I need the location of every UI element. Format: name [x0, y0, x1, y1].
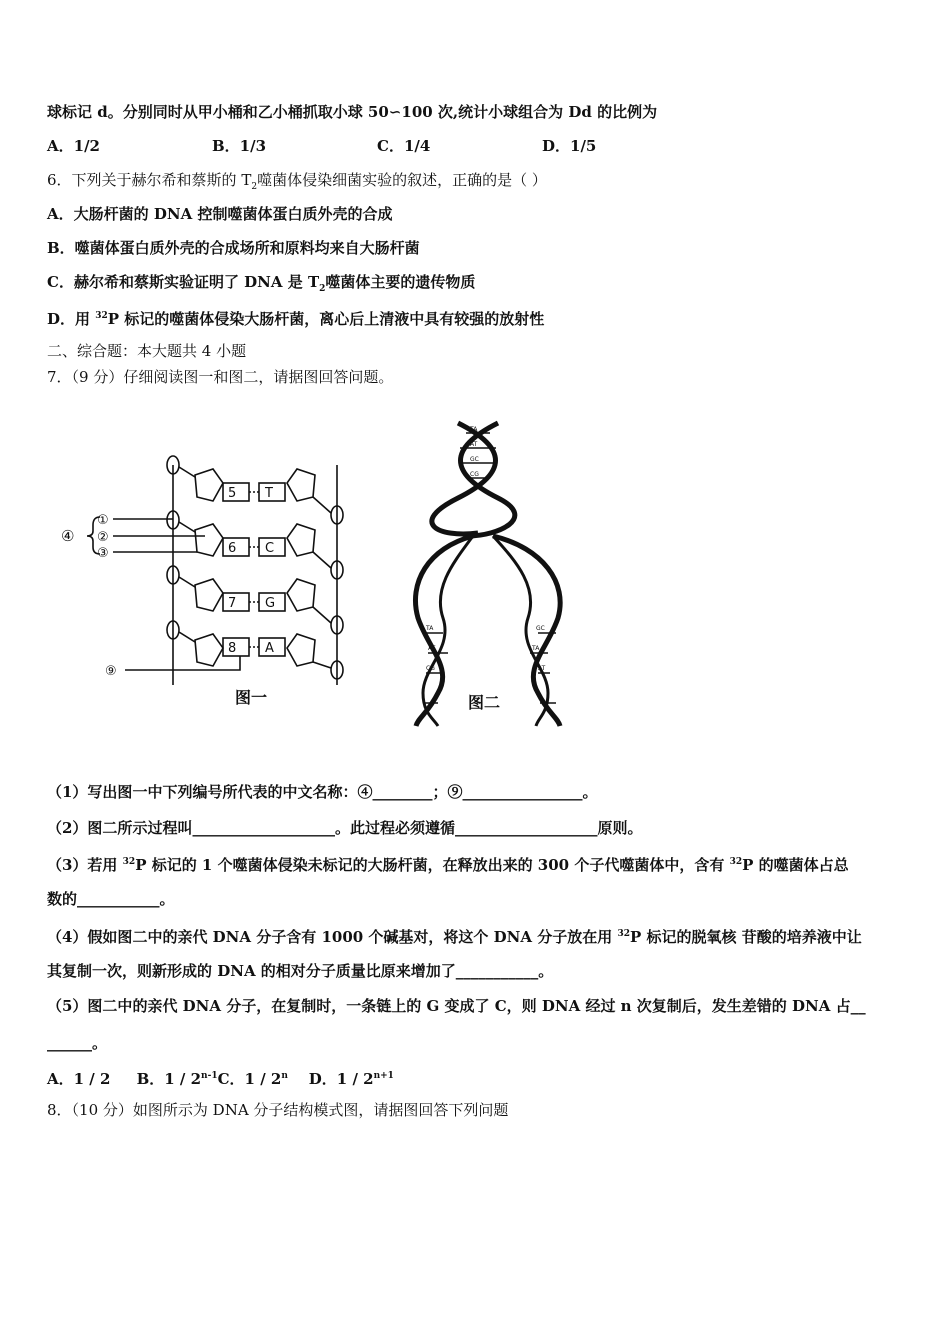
q5-options	[47, 136, 596, 156]
fig1-label-9: ⑨	[105, 664, 117, 679]
q6-option-a: A．大肠杆菌的 DNA 控制噬菌体蛋白质外壳的合成	[47, 205, 393, 223]
q7-option-c: C．1 / 2$^n$	[217, 1070, 288, 1088]
fig2-pair-label: CG	[470, 471, 479, 478]
q7-part-4: （4）假如图二中的亲代 DNA 分子含有 1000 个碱基对，将这个 DNA 分子放在用 $^{32}$P 标记的脱氧核 苷酸的培养液中让	[47, 928, 862, 946]
fig1-caption: 图一	[235, 688, 268, 707]
q7-part-1: （1）写出图一中下列编号所代表的中文名称：④________；⑨________________。	[47, 783, 598, 801]
q7-stem: 7．（9 分）仔细阅读图一和图二，请据图回答问题。	[47, 368, 394, 386]
fig1-number-7: 7	[228, 596, 237, 611]
q7-part-4-cont: 其复制一次，则新形成的 DNA 的相对分子质量比原来增加了___________。	[47, 962, 554, 980]
fig2-pair-label: TA	[470, 426, 478, 433]
q7-part-5-options	[47, 1066, 394, 1089]
q6-option-c: C．赫尔希和蔡斯实验证明了 DNA 是 $T_2$噬菌体主要的遗传物质	[47, 273, 476, 294]
q5-option-d: D．1/5	[542, 137, 597, 155]
q7-part-5: （5）图二中的亲代 DNA 分子，在复制时，一条链上的 G 变成了 C，则 DNA 经过 n 次复制后，发生差错的 DNA 占__	[47, 997, 866, 1015]
q5-stem-tail: 球标记 d。分别同时从甲小桶和乙小桶抓取小球 50∽100 次,统计小球组合为 Dd 的比例为	[47, 103, 658, 121]
q8-stem: 8．（10 分）如图所示为 DNA 分子结构模式图，请据图回答下列问题	[47, 1101, 509, 1119]
fig2-pair-label: TA	[532, 645, 540, 652]
fig1-base-c: C	[265, 541, 275, 556]
q5-option-c: C．1/4	[377, 137, 431, 155]
fig1-label-4: ④	[61, 527, 75, 545]
fig2-pair-label: GC	[536, 625, 545, 632]
q7-part-3: （3）若用 $^{32}$P 标记的 1 个噬菌体侵染未标记的大肠杆菌，在释放出来的 300 个子代噬菌体中，含有 $^{32}$P 的噬菌体占总	[47, 856, 849, 874]
fig2-pair-label: CG	[426, 665, 435, 672]
fig2-pair-label: TA	[426, 625, 434, 632]
fig2-pair-label: AT	[470, 441, 478, 448]
fig2-pair-label: AT	[538, 665, 546, 672]
fig2-caption: 图二	[468, 693, 501, 712]
q7-part-2: （2）图二所示过程叫___________________。此过程必须遵循___________________原则。	[47, 819, 643, 837]
q7-option-d: D．$1 / 2^{n+1}$	[308, 1070, 394, 1088]
figure-2-dna-replication	[398, 418, 583, 730]
q5-option-b: B．1/3	[212, 137, 267, 155]
q7-option-a: A．1 / 2	[47, 1070, 111, 1088]
fig1-base-g: G	[265, 596, 276, 611]
figure-1-dna-structure	[55, 445, 355, 715]
section-heading: 二、综合题：本大题共 4 小题	[47, 342, 247, 360]
fig2-pair-label: GC	[470, 456, 479, 463]
q6-option-b: B．噬菌体蛋白质外壳的合成场所和原料均来自大肠杆菌	[47, 239, 420, 257]
q6-stem: 6．下列关于赫尔希和蔡斯的 $T_2$噬菌体侵染细菌实验的叙述，正确的是（ ）	[47, 171, 547, 192]
fig1-number-6: 6	[228, 541, 237, 556]
fig1-number-5: 5	[228, 486, 237, 501]
fig1-number-8: 8	[228, 641, 237, 656]
fig1-label-3: ③	[97, 546, 109, 561]
q6-option-d: D．用 $^{32}$P 标记的噬菌体侵染大肠杆菌，离心后上清液中具有较强的放射性	[47, 310, 545, 328]
q5-option-a: A．1/2	[47, 137, 100, 155]
q7-part-5-cont: ______。	[47, 1034, 108, 1052]
fig1-base-t: T	[265, 486, 273, 501]
fig2-pair-label: AT	[428, 645, 436, 652]
q7-part-3-cont: 数的___________。	[47, 890, 175, 908]
q7-option-b: B．1 / 2$^{n-1}$	[136, 1070, 218, 1088]
fig1-base-a: A	[265, 641, 274, 656]
fig1-label-2: ②	[97, 530, 109, 545]
fig1-label-1: ①	[97, 513, 109, 528]
